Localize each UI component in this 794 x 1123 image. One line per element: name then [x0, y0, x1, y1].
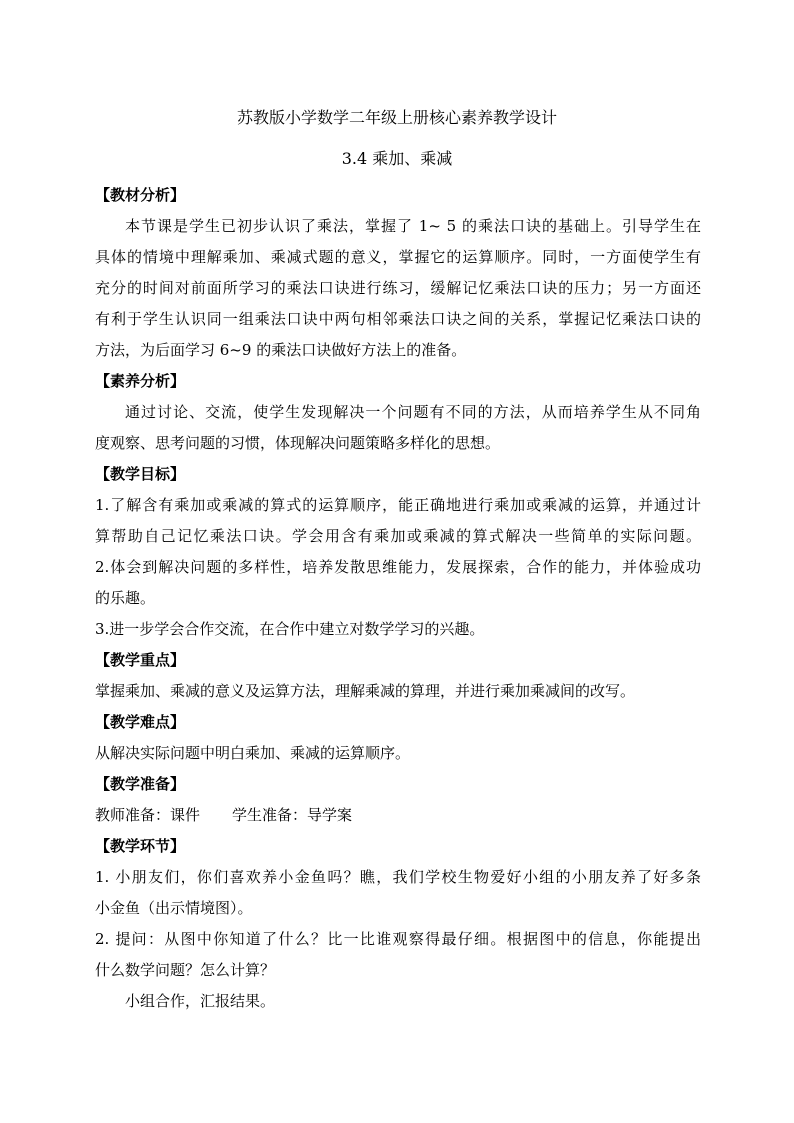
paragraph-line: 充分的时间对前面所学习的乘法口诀进行练习，缓解记忆乘法口诀的压力；另一方面还: [95, 279, 701, 297]
paragraph-line: 1. 小朋友们，你们喜欢养小金鱼吗？瞧，我们学校生物爱好小组的小朋友养了好多条: [95, 868, 701, 886]
section-heading: 【教材分析】: [95, 186, 186, 204]
section-preparation: [95, 769, 701, 831]
paragraph-line: 度观察、思考问题的习惯，体现解决问题策略多样化的思想。: [95, 434, 501, 452]
section-heading: 【教学重点】: [95, 651, 186, 669]
section-heading: 【教学目标】: [95, 465, 186, 483]
paragraph-line: 算帮助自己记忆乘法口诀。学会用含有乘加或乘减的算式解决一些简单的实际问题。: [95, 527, 701, 545]
paragraph-line: 小组合作，汇报结果。: [125, 992, 276, 1010]
paragraph-line: 方法，为后面学习 6~9 的乘法口诀做好方法上的准备。: [95, 341, 467, 359]
preparation-line: [95, 800, 701, 831]
section-textbook-analysis: [95, 180, 701, 366]
section-key-points: [95, 645, 701, 707]
paragraph-line: 1.了解含有乘加或乘减的算式的运算顺序，能正确地进行乘加或乘减的运算，并通过计: [95, 496, 701, 514]
paragraph-line: 3.进一步学会合作交流，在合作中建立对数学学习的兴趣。: [95, 620, 485, 638]
paragraph-line: 从解决实际问题中明白乘加、乘减的运算顺序。: [95, 744, 411, 762]
paragraph-line: 什么数学问题？怎么计算？: [95, 961, 276, 979]
section-heading: 【教学准备】: [95, 775, 186, 793]
section-teaching-goals: [95, 459, 701, 645]
paragraph-line: 具体的情境中理解乘加、乘减式题的意义，掌握它的运算顺序。同时，一方面使学生有: [95, 248, 701, 266]
section-difficulties: [95, 707, 701, 769]
section-literacy-analysis: [95, 366, 701, 459]
paragraph-line: 有利于学生认识同一组乘法口诀中两句相邻乘法口诀之间的关系，掌握记忆乘法口诀的: [95, 310, 701, 328]
paragraph-line: 掌握乘加、乘减的意义及运算方法，理解乘减的算理，并进行乘加乘减间的改写。: [95, 682, 636, 700]
section-heading: 【素养分析】: [95, 372, 186, 390]
student-preparation: 学生准备：导学案: [232, 806, 353, 824]
paragraph-line: 2. 提问：从图中你知道了什么？比一比谁观察得最仔细。根据图中的信息，你能提出: [95, 930, 701, 948]
document-title: 苏教版小学数学二年级上册核心素养教学设计: [236, 108, 557, 127]
lesson-subtitle: 3.4 乘加、乘减: [341, 149, 453, 168]
section-heading: 【教学难点】: [95, 713, 186, 731]
section-heading: 【教学环节】: [95, 837, 186, 855]
paragraph-line: 的乐趣。: [95, 589, 156, 607]
section-teaching-process: [95, 831, 701, 1017]
paragraph-line: 本节课是学生已初步认识了乘法，掌握了 1~ 5 的乘法口诀的基础上。引导学生在: [125, 217, 701, 235]
teacher-preparation: 教师准备：课件: [95, 806, 201, 824]
paragraph-line: 小金鱼（出示情境图）。: [95, 899, 253, 917]
paragraph-line: 2.体会到解决问题的多样性，培养发散思维能力，发展探索，合作的能力，并体验成功: [95, 558, 701, 576]
paragraph-line: 通过讨论、交流，使学生发现解决一个问题有不同的方法，从而培养学生从不同角: [125, 403, 701, 421]
